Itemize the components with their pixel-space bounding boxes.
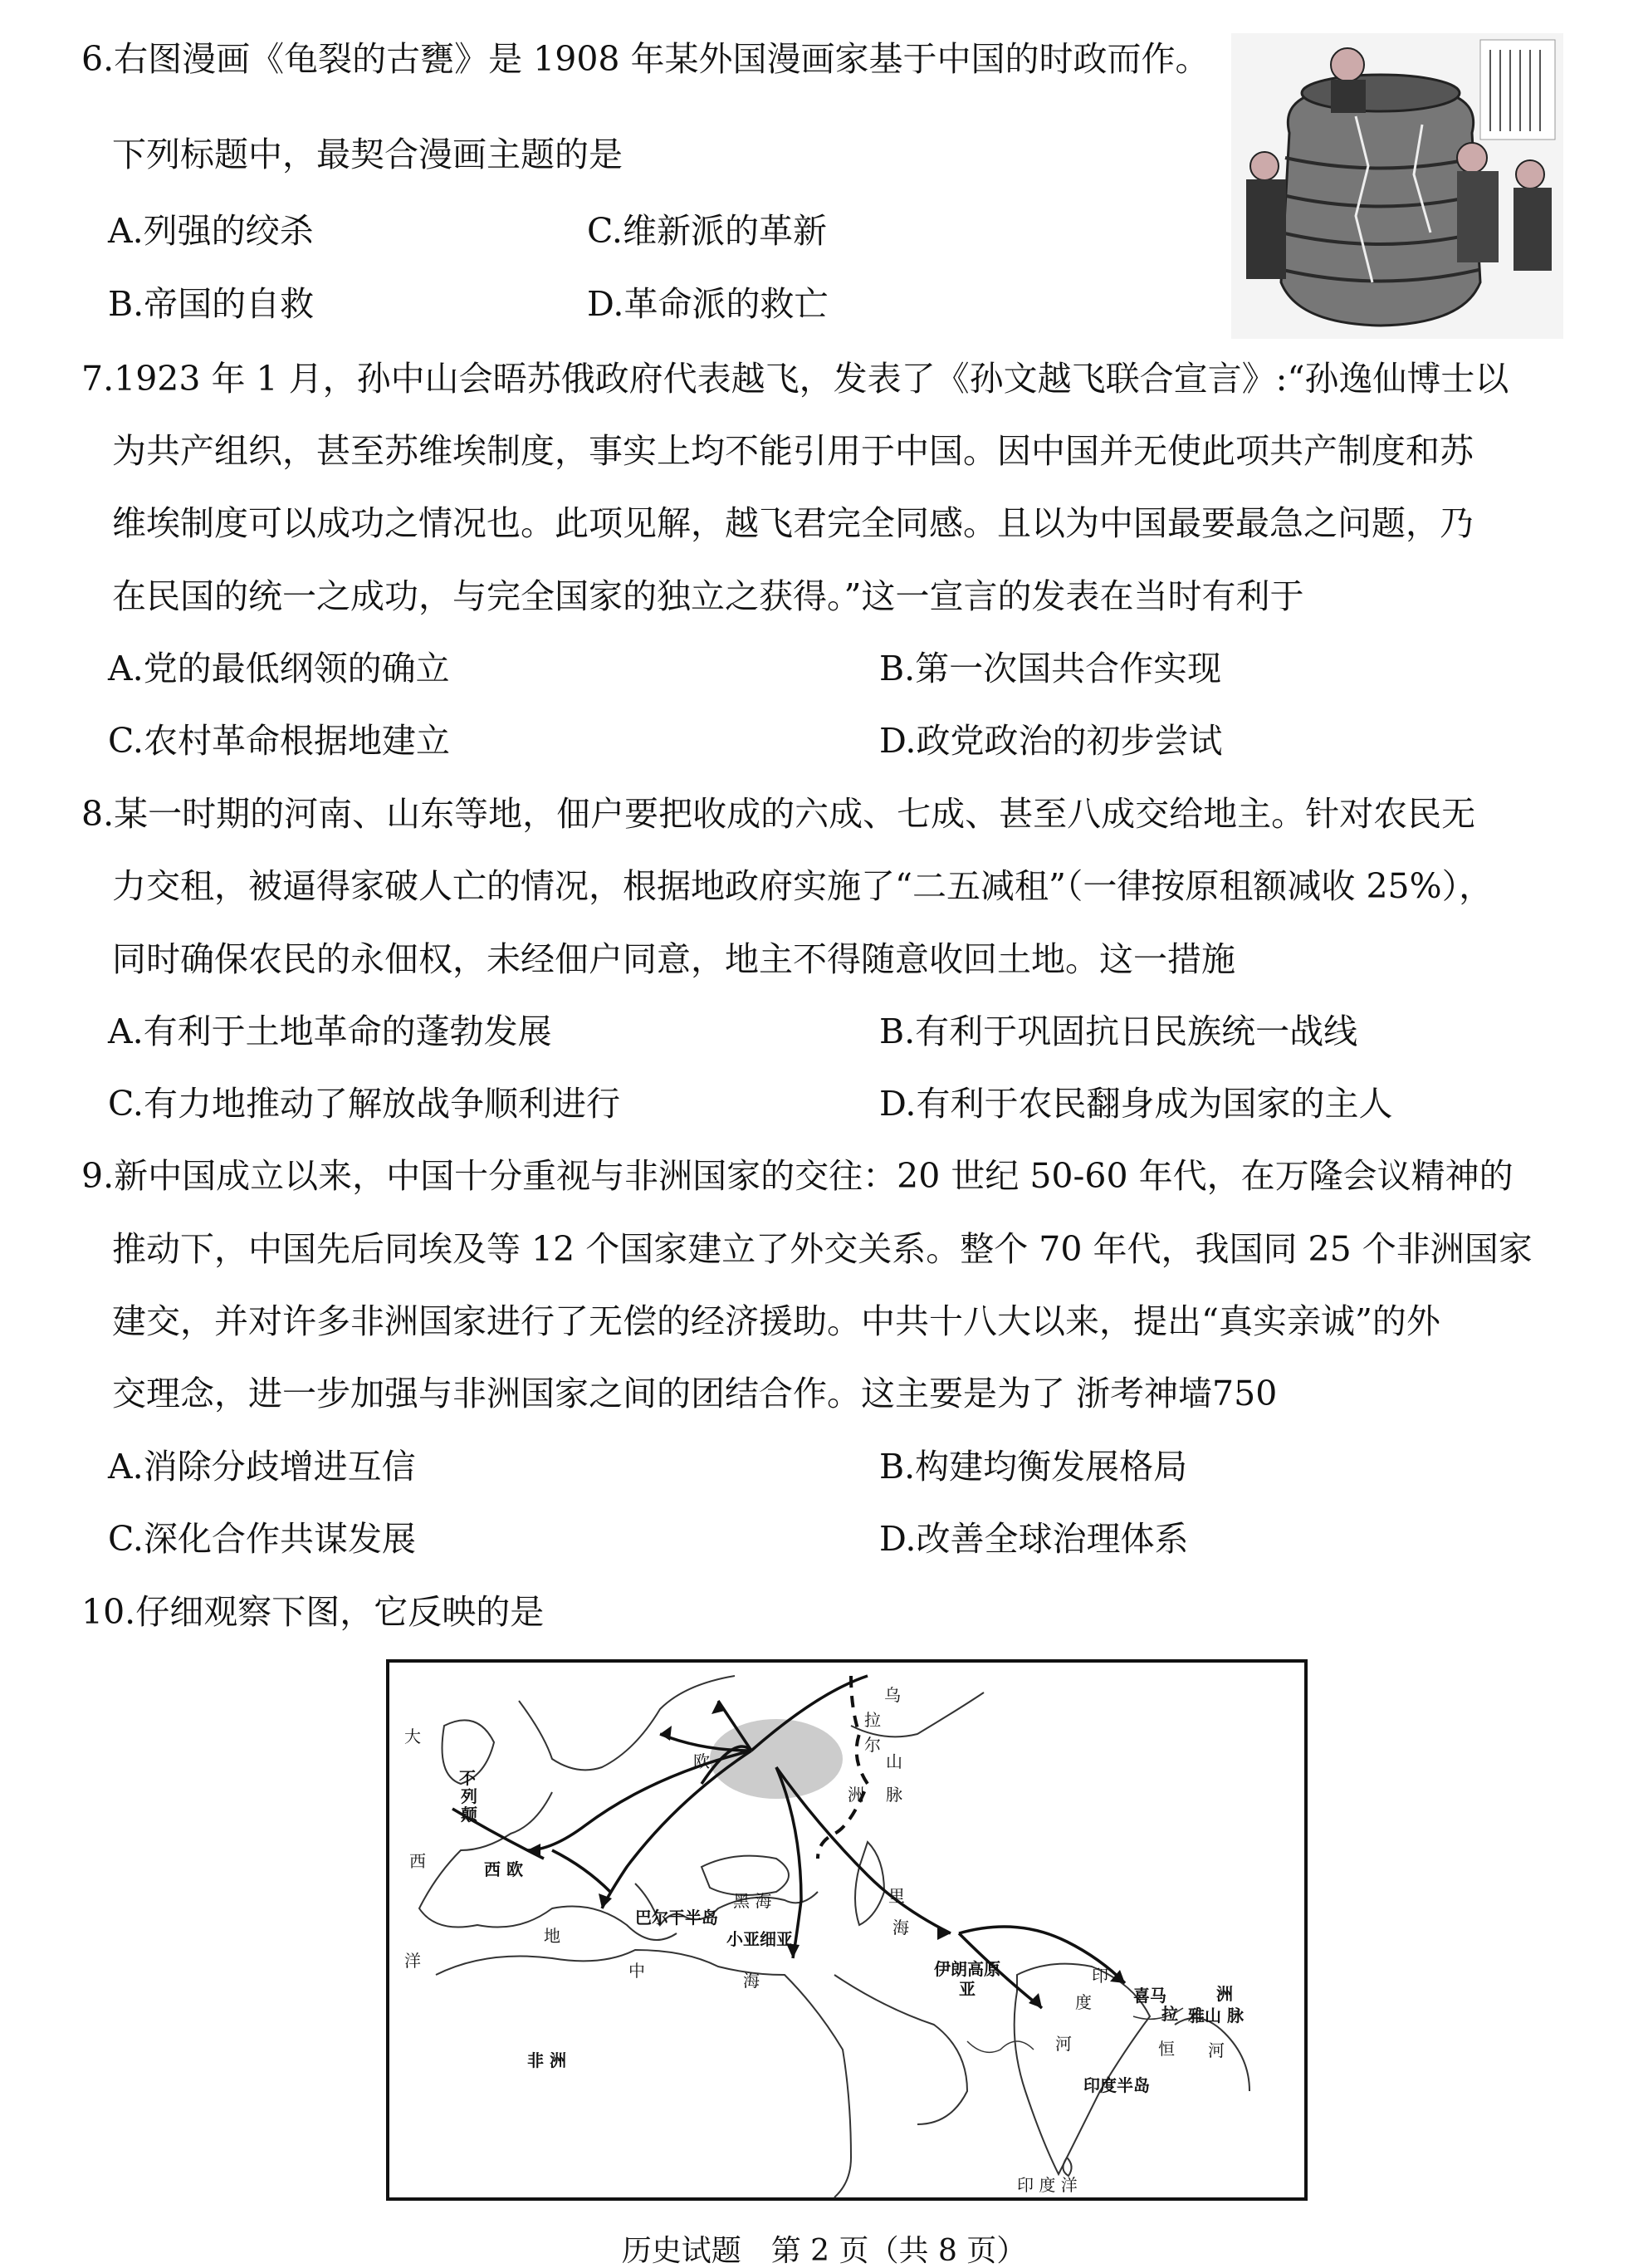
q9-line-3: 建交，并对许多非洲国家进行了无偿的经济援助。中共十八大以来，提出“真实亲诚”的外: [112, 1301, 1440, 1341]
q9-option-d: D.改善全球治理体系: [879, 1519, 1189, 1559]
q9-option-b: B.构建均衡发展格局: [879, 1447, 1188, 1487]
label-yang: 洋: [404, 1951, 421, 1971]
label-feizhou: 非 洲: [527, 2050, 566, 2070]
migration-map-svg: [386, 1659, 1308, 2201]
q8-line-1: 8.某一时期的河南、山东等地，佃户要把收成的六成、七成、甚至八成交给地主。针对农民无: [81, 794, 1476, 834]
label-he: 河: [1055, 2034, 1072, 2054]
q6-line-2: 下列标题中，最契合漫画主题的是: [112, 135, 623, 174]
label-indian-ocean: 印 度 洋: [1017, 2175, 1078, 2195]
label-dian: 颠: [461, 1805, 477, 1825]
q6-line-1: 6.右图漫画《龟裂的古甕》是 1908 年某外国漫画家基于中国的时政而作。: [81, 39, 1210, 79]
q7-option-b: B.第一次国共合作实现: [879, 649, 1222, 688]
label-himalaya-4: 雅山 脉: [1188, 2006, 1244, 2026]
label-yin: 印: [1092, 1966, 1108, 1986]
label-asiaminor: 小亚细亚: [726, 1929, 793, 1949]
label-heng: 恒: [1158, 2039, 1175, 2059]
label-balkan: 巴尔干半岛: [635, 1908, 718, 1928]
label-xiou: 西 欧: [484, 1859, 523, 1879]
label-heihai: 黑 海: [733, 1891, 772, 1911]
q8-option-b: B.有利于巩固抗日民族统一战线: [879, 1012, 1358, 1051]
label-xi: 西: [409, 1851, 426, 1871]
q6-option-c: C.维新派的革新: [587, 211, 827, 251]
label-zhong: 中: [628, 1961, 645, 1981]
q8-line-3: 同时确保农民的永佃权，未经佃户同意，地主不得随意收回土地。这一措施: [112, 939, 1235, 979]
label-du: 度: [1075, 1992, 1092, 2012]
label-ya: 亚: [959, 1979, 976, 1999]
label-di: 地: [544, 1926, 560, 1946]
q6-option-a: A.列强的绞杀: [108, 211, 314, 251]
q9-line-2: 推动下，中国先后同埃及等 12 个国家建立了外交关系。整个 70 年代，我国同 25 个非洲国家: [112, 1229, 1533, 1269]
label-li: 里: [888, 1886, 905, 1906]
label-er: 尔: [864, 1735, 881, 1755]
q7-option-c: C.农村革命根据地建立: [108, 721, 450, 761]
label-himalaya-1: 喜马: [1133, 1986, 1166, 2006]
label-lie: 列: [461, 1786, 477, 1806]
label-zhou: 洲: [848, 1785, 864, 1805]
label-la: 拉: [864, 1710, 881, 1730]
q8-option-c: C.有力地推动了解放战争顺利进行: [108, 1084, 620, 1124]
q9-option-c: C.深化合作共谋发展: [108, 1519, 416, 1559]
q8-option-a: A.有利于土地革命的蓬勃发展: [108, 1012, 552, 1051]
label-bu: 不: [459, 1768, 476, 1788]
label-shan: 山: [886, 1751, 902, 1771]
label-li-hai: 海: [892, 1918, 909, 1937]
migration-map: [386, 1659, 1308, 2201]
label-india-peninsula: 印度半岛: [1083, 2075, 1150, 2095]
q7-line-4: 在民国的统一之成功，与完全国家的独立之获得。”这一宣言的发表在当时有利于: [112, 576, 1304, 616]
q6-option-b: B.帝国的自救: [108, 284, 315, 324]
q9-option-a: A.消除分歧增进互信: [108, 1447, 416, 1487]
label-wu: 乌: [884, 1685, 901, 1705]
label-iran: 伊朗高原: [934, 1959, 1000, 1979]
cartoon-illustration: [1231, 33, 1563, 339]
q8-line-2: 力交租，被逼得家破人亡的情况，根据地政府实施了“二五减租”（一律按原租额减收 25%），: [112, 866, 1494, 906]
q7-option-d: D.政党政治的初步尝试: [879, 721, 1223, 761]
cracked-vat-cartoon: [1231, 33, 1563, 339]
q6-option-d: D.革命派的救亡: [587, 284, 829, 324]
page-footer: 历史试题 第 2 页（共 8 页）: [621, 2234, 1027, 2268]
label-ou: 欧: [693, 1751, 710, 1771]
q9-line-1: 9.新中国成立以来，中国十分重视与非洲国家的交往：20 世纪 50-60 年代，在万隆会议精神的: [81, 1156, 1514, 1196]
label-da: 大: [404, 1727, 421, 1746]
q9-line-4: 交理念，进一步加强与非洲国家之间的团结合作。这主要是为了 浙考神墙750: [112, 1374, 1278, 1413]
q7-option-a: A.党的最低纲领的确立: [108, 649, 450, 688]
label-mai: 脉: [886, 1785, 902, 1805]
label-hai: 海: [743, 1971, 760, 1991]
q7-line-2: 为共产组织，甚至苏维埃制度，事实上均不能引用于中国。因中国并无使此项共产制度和苏: [112, 431, 1474, 471]
label-himalaya-3: 洲: [1216, 1984, 1233, 2004]
q8-option-d: D.有利于农民翻身成为国家的主人: [879, 1084, 1393, 1124]
q7-line-3: 维埃制度可以成功之情况也。此项见解，越飞君完全同感。且以为中国最要最急之问题，乃: [112, 503, 1474, 543]
q10-line-1: 10.仔细观察下图，它反映的是: [81, 1592, 545, 1632]
q7-line-1: 7.1923 年 1 月，孙中山会晤苏俄政府代表越飞，发表了《孙文越飞联合宣言》:“孙逸仙博士以: [81, 359, 1509, 399]
label-heng-he: 河: [1208, 2040, 1225, 2060]
label-himalaya-2: 拉: [1161, 2004, 1178, 2024]
